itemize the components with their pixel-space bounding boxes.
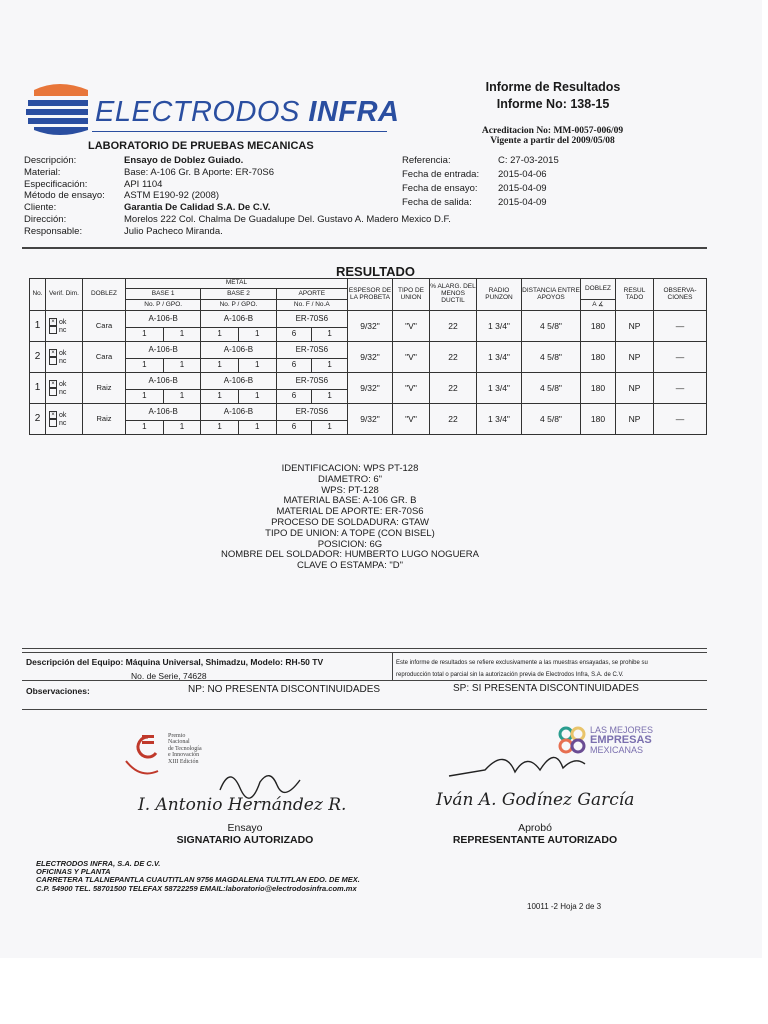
table-cell: 180 <box>581 311 616 342</box>
table-cell: A-106-B <box>126 311 201 328</box>
reference-block: Referencia: C: 27-03-2015 Fecha de entrada: 2015-04-06 Fecha de ensayo: 2015-04-09 Fecha de salida: 2015-04-09 <box>402 155 559 208</box>
table-cell: 6 <box>276 421 312 435</box>
premio-line: de Tecnología <box>168 745 202 752</box>
accreditation: Acreditacion No: MM-0057-006/09 Vigente a partir del 2009/05/08 <box>481 126 624 146</box>
table-cell: 180 <box>581 373 616 404</box>
table-cell: "V" <box>393 404 430 435</box>
specimen-line: MATERIAL DE APORTE: ER-70S6 <box>276 506 424 518</box>
table-cell <box>46 311 83 342</box>
table-cell: 6 <box>276 328 312 342</box>
checkbox-empty-icon <box>49 357 57 365</box>
company-logo-icon <box>26 80 92 138</box>
table-cell: — <box>654 373 707 404</box>
table-cell: Raiz <box>83 404 126 435</box>
table-cell: ER-70S6 <box>276 373 347 390</box>
ok-checkbox: × ok <box>49 318 82 326</box>
sp-legend: SP: SI PRESENTA DISCONTINUIDADES <box>453 683 639 694</box>
table-cell: 1 3/4" <box>477 342 522 373</box>
table-cell: 1 <box>312 421 348 435</box>
table-cell: — <box>654 342 707 373</box>
table-cell: 9/32" <box>348 311 393 342</box>
left-initial-scribble <box>215 760 305 800</box>
premio-nacional-text <box>168 733 202 765</box>
table-cell: 1 <box>163 359 201 373</box>
specimen-line: DIAMETRO: 6" <box>317 473 383 485</box>
table-cell: 6 <box>276 359 312 373</box>
right-signature-name: Iván A. Godínez García <box>436 790 635 810</box>
table-cell: 1 <box>30 311 46 342</box>
results-table: No. Verif. Dim. DOBLEZ METAL ESPESOR DE LA PROBETA TIPO DE UNION % ALARG. DEL MENOS DUCTIL RADIO PUNZON DISTANCIA ENTRE APOYOS DOBLEZ RESUL TADO OBSERVA- CIONES BASE 1 BASE 2 APORTE No. P / GPO. No. P / GPO. No. F / No.A A ∡ 1 × ok nc Cara A-106-B A-106-B ER-70S6 9/32" "V" 22 1 3/4" 4 5/8" 180 NP — 1 1 1 1 6 1 2 × ok nc Cara A-106-B A-106-B ER-70S6 9/32" "V" 22 1 3/4" 4 5/8" 180 NP — 1 1 1 1 6 1 1 × ok nc Raiz A-106-B A-106-B ER-70S6 9/32" "V" 22 1 3/4" 4 5/8" 180 NP — 1 1 1 1 6 1 2 × ok nc Raiz A-106-B A-106-B ER-70S6 9/32" "V" 22 1 3/4" 4 5/8" 180 NP — 1 1 1 1 6 1 <box>29 278 707 435</box>
table-cell: A-106-B <box>201 311 276 328</box>
table-cell: 1 <box>126 390 164 404</box>
table-cell: 1 <box>126 421 164 435</box>
footer-line: CARRETERA TLALNEPANTLA CUAUTITLAN 9756 MAGDALENA TULTITLAN EDO. DE MEX. <box>36 875 360 885</box>
table-cell: 1 <box>126 359 164 373</box>
divider <box>22 709 707 710</box>
specimen-line: CLAVE O ESTAMPA: "D" <box>297 560 403 572</box>
specimen-line: NOMBRE DEL SOLDADOR: HUMBERTO LUGO NOGUERA <box>221 549 479 561</box>
table-cell: A-106-B <box>201 342 276 359</box>
divider <box>22 652 707 653</box>
table-cell: 4 5/8" <box>522 311 581 342</box>
table-cell: 1 <box>126 328 164 342</box>
especificacion-value: API 1104 <box>124 178 163 190</box>
results-body <box>30 311 707 435</box>
np-legend: NP: NO PRESENTA DISCONTINUIDADES <box>188 684 381 695</box>
table-cell: 1 <box>201 328 239 342</box>
specimen-details <box>130 464 570 572</box>
nc-checkbox: nc <box>49 326 82 334</box>
equipment-serial: No. de Serie, 74628 <box>131 671 207 681</box>
table-cell: 180 <box>581 342 616 373</box>
ok-checkbox: × ok <box>49 349 82 357</box>
table-cell: ER-70S6 <box>276 404 347 421</box>
table-row <box>30 373 707 390</box>
table-cell: 22 <box>430 404 477 435</box>
specimen-line: PROCESO DE SOLDADURA: GTAW <box>271 516 429 528</box>
responsable-value: Julio Pacheco Miranda. <box>124 225 223 237</box>
specimen-line: MATERIAL BASE: A-106 GR. B <box>283 495 417 507</box>
table-cell: 9/32" <box>348 373 393 404</box>
right-signatory: Aprobó REPRESENTANTE AUTORIZADO <box>452 822 618 846</box>
divider <box>392 652 393 680</box>
mejores-line: LAS MEJORES <box>590 725 654 735</box>
table-cell: 1 3/4" <box>477 404 522 435</box>
observations-label: Observaciones: <box>26 686 90 696</box>
table-cell: 1 <box>30 373 46 404</box>
table-cell: NP <box>616 373 654 404</box>
table-cell: 2 <box>30 342 46 373</box>
table-row <box>30 404 707 421</box>
table-cell: 1 <box>201 421 239 435</box>
table-cell: 1 <box>163 328 201 342</box>
checkbox-empty-icon <box>49 419 57 427</box>
table-cell: 9/32" <box>348 342 393 373</box>
salida-value: 2015-04-09 <box>498 197 547 208</box>
table-cell: 1 <box>238 421 276 435</box>
table-cell: NP <box>616 311 654 342</box>
table-cell: 1 <box>163 421 201 435</box>
table-cell: "V" <box>393 373 430 404</box>
table-cell: A-106-B <box>126 373 201 390</box>
right-signature-scribble <box>445 742 595 784</box>
table-cell: 1 3/4" <box>477 311 522 342</box>
equipment-description: Descripción del Equipo: Máquina Universal, Shimadzu, Modelo: RH-50 TV <box>26 657 324 667</box>
checkbox-empty-icon <box>49 326 57 334</box>
table-cell: 4 5/8" <box>522 404 581 435</box>
lab-name: LABORATORIO DE PRUEBAS MECANICAS <box>88 140 314 152</box>
ok-checkbox: × ok <box>49 380 82 388</box>
report-title: Informe de Resultados <box>485 80 621 94</box>
table-row <box>30 311 707 328</box>
table-cell: 1 <box>238 328 276 342</box>
premio-nacional-icon <box>120 731 166 781</box>
mejores-empresas-text <box>590 726 653 755</box>
divider <box>22 648 707 649</box>
table-cell <box>46 373 83 404</box>
table-cell: 1 3/4" <box>477 373 522 404</box>
table-cell: 9/32" <box>348 404 393 435</box>
mejores-line: MEXICANAS <box>590 745 644 755</box>
table-cell: — <box>654 311 707 342</box>
table-cell: 1 <box>201 359 239 373</box>
table-cell: Cara <box>83 342 126 373</box>
checkbox-checked-icon: × <box>49 411 57 419</box>
table-cell: 1 <box>201 390 239 404</box>
checkbox-checked-icon: × <box>49 318 57 326</box>
table-row <box>30 342 707 359</box>
premio-line: XIII Edición <box>168 758 199 765</box>
metodo-value: ASTM E190-92 (2008) <box>124 190 220 202</box>
direccion-value: Morelos 222 Col. Chalma De Guadalupe Del. Gustavo A. Madero Mexico D.F. <box>124 213 451 225</box>
table-cell: A-106-B <box>126 404 201 421</box>
page-number: 10011 -2 Hoja 2 de 3 <box>527 902 602 911</box>
table-cell: A-106-B <box>126 342 201 359</box>
specimen-line: POSICION: 6G <box>317 538 383 550</box>
table-cell: Raiz <box>83 373 126 404</box>
specimen-line: TIPO DE UNION: A TOPE (CON BISEL) <box>265 527 435 539</box>
report-header <box>478 80 628 114</box>
premio-line: e Innovación <box>168 752 200 759</box>
table-cell: 180 <box>581 404 616 435</box>
table-cell: A-106-B <box>201 373 276 390</box>
company-footer <box>36 860 360 893</box>
cliente-value: Garantia De Calidad S.A. De C.V. <box>124 202 271 214</box>
table-cell: 1 <box>312 390 348 404</box>
table-cell: 1 <box>163 390 201 404</box>
table-cell: 6 <box>276 390 312 404</box>
footer-line: ELECTRODOS INFRA, S.A. DE C.V. <box>36 859 161 868</box>
table-cell: ER-70S6 <box>276 342 347 359</box>
table-cell: 1 <box>312 328 348 342</box>
table-cell: "V" <box>393 311 430 342</box>
checkbox-checked-icon: × <box>49 380 57 388</box>
left-signature-name: I. Antonio Hernández R. <box>138 795 347 815</box>
footer-line: OFICINAS Y PLANTA <box>36 867 111 877</box>
table-cell: Cara <box>83 311 126 342</box>
left-signatory: Ensayo SIGNATARIO AUTORIZADO <box>176 822 314 846</box>
table-cell: 22 <box>430 342 477 373</box>
table-cell: 1 <box>312 359 348 373</box>
entrada-value: 2015-04-06 <box>498 169 547 180</box>
disclaimer-note: Este informe de resultados se refiere exclusivamente a las muestras ensayadas, se prohibe su reproducción total o parcial sin la autorización previa de Electrodos Infra, S.A. de C.V. <box>396 660 648 678</box>
report-number: Informe No: 138-15 <box>496 97 610 111</box>
footer-line: C.P. 54900 TEL. 58701500 TELEFAX 58722259 EMAIL:laboratorio@electrodosinfra.com.mx <box>36 883 357 893</box>
nc-checkbox: nc <box>49 388 82 396</box>
referencia-value: C: 27-03-2015 <box>498 155 559 166</box>
table-cell: 1 <box>238 390 276 404</box>
table-cell: ER-70S6 <box>276 311 347 328</box>
checkbox-empty-icon <box>49 388 57 396</box>
material-value: Base: A-106 Gr. B Aporte: ER-70S6 <box>124 166 274 178</box>
premio-line: Nacional <box>168 739 190 746</box>
nc-checkbox: nc <box>49 419 82 427</box>
table-cell: 22 <box>430 373 477 404</box>
table-cell: NP <box>616 342 654 373</box>
table-cell: 22 <box>430 311 477 342</box>
table-cell <box>46 342 83 373</box>
results-title: RESULTADO <box>336 264 415 279</box>
ensayo-value: 2015-04-09 <box>498 183 547 194</box>
table-cell <box>46 404 83 435</box>
table-cell: 4 5/8" <box>522 373 581 404</box>
premio-line: Premio <box>168 733 186 739</box>
mejores-line: EMPRESAS <box>590 734 652 746</box>
table-cell: 4 5/8" <box>522 342 581 373</box>
ok-checkbox: × ok <box>49 411 82 419</box>
checkbox-checked-icon: × <box>49 349 57 357</box>
table-cell: A-106-B <box>201 404 276 421</box>
specimen-line: IDENTIFICACION: WPS PT-128 <box>281 463 419 474</box>
table-cell: 2 <box>30 404 46 435</box>
nc-checkbox: nc <box>49 357 82 365</box>
logo-underline <box>92 131 387 132</box>
table-cell: — <box>654 404 707 435</box>
table-cell: NP <box>616 404 654 435</box>
info-block: Descripción: Ensayo de Doblez Guiado. Material: Base: A-106 Gr. B Aporte: ER-70S6 Especificación: API 1104 Método de ensayo: ASTM E190-92 (2008) Cliente: Garantia De Calidad S.A. De C.V. Dirección: Morelos 222 Col. Chalma De Guadalupe Del. Gustavo A. Madero Mexico D.F. Responsable: Julio Pacheco Miranda. <box>24 155 451 237</box>
divider <box>22 247 707 249</box>
specimen-line: WPS: PT-128 <box>321 484 379 496</box>
descripcion-value: Ensayo de Doblez Guiado. <box>124 155 244 166</box>
table-cell: "V" <box>393 342 430 373</box>
company-name: ELECTRODOS INFRA <box>95 96 400 128</box>
table-cell: 1 <box>238 359 276 373</box>
